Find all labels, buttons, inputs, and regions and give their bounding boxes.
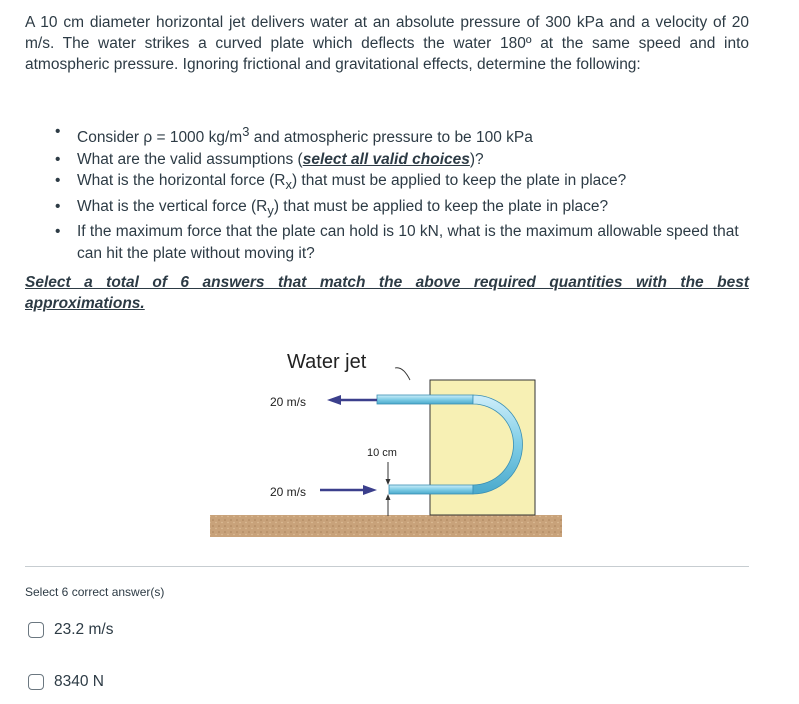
bullet-horizontal-force	[55, 170, 750, 196]
superscript: 3	[242, 124, 250, 139]
instruction	[25, 272, 749, 314]
bullet-assumptions-text-end: )?	[469, 150, 484, 168]
bullet-assumptions	[55, 149, 750, 171]
figure-title: Water jet	[287, 351, 367, 373]
answer-option-2[interactable]	[28, 673, 104, 691]
select-all-link[interactable]: select all valid choices	[302, 150, 470, 168]
ground	[210, 515, 562, 537]
select-count-label: Select 6 correct answer(s)	[25, 585, 165, 599]
bullet-vertical-force	[55, 196, 750, 222]
water-jet-figure	[205, 338, 565, 543]
bullet-density-text-end: and atmospheric pressure to be 100 kPa	[249, 129, 533, 147]
divider	[25, 566, 749, 567]
bullet-density	[55, 121, 750, 149]
label-top-speed: 20 m/s	[270, 395, 307, 409]
answer-checkbox-1[interactable]	[28, 622, 44, 638]
jet-top	[377, 395, 473, 404]
bullet-ry-text-end: ) that must be applied to keep the plate in place?	[273, 197, 609, 215]
instruction-line-1: Select a total of 6 answers that match the above required quantities with the best	[25, 274, 749, 291]
question-intro: A 10 cm diameter horizontal jet delivers water at an absolute pressure of 300 kPa and a velocity of 20 m/s. The water strikes a curved plate which deflects the water 180º at the same speed and into atmospheric pressure. Ignoring frictional and gravitational effects, determine the following:	[25, 14, 749, 73]
label-bottom-speed: 20 m/s	[270, 485, 307, 499]
instruction-line-2: approximations.	[25, 295, 145, 312]
subscript-x: x	[285, 177, 292, 193]
arrow-top-head	[327, 395, 341, 405]
question-bullets	[55, 121, 750, 264]
bullet-max-speed	[55, 221, 750, 264]
title-pointer	[395, 368, 410, 380]
bullet-rx-text: What is the horizontal force (R	[77, 172, 286, 190]
label-diameter: 10 cm	[367, 447, 397, 459]
answer-checkbox-2[interactable]	[28, 674, 44, 690]
answer-option-1[interactable]	[28, 621, 113, 639]
jet-bottom	[389, 485, 473, 494]
bullet-density-text: Consider ρ = 1000 kg/m	[77, 129, 243, 147]
answer-label-1: 23.2 m/s	[54, 621, 114, 638]
bullet-assumptions-text: What are the valid assumptions (	[77, 150, 303, 168]
bullet-ry-text: What is the vertical force (R	[77, 197, 268, 215]
subscript-y: y	[267, 202, 274, 218]
answer-label-2: 8340 N	[54, 673, 104, 690]
arrow-bottom-head	[363, 485, 377, 495]
bullet-max-speed-text: If the maximum force that the plate can hold is 10 kN, what is the maximum allowable speed that can hit the plate without moving it?	[77, 223, 739, 262]
bullet-rx-text-end: ) that must be applied to keep the plate in place?	[291, 172, 627, 190]
